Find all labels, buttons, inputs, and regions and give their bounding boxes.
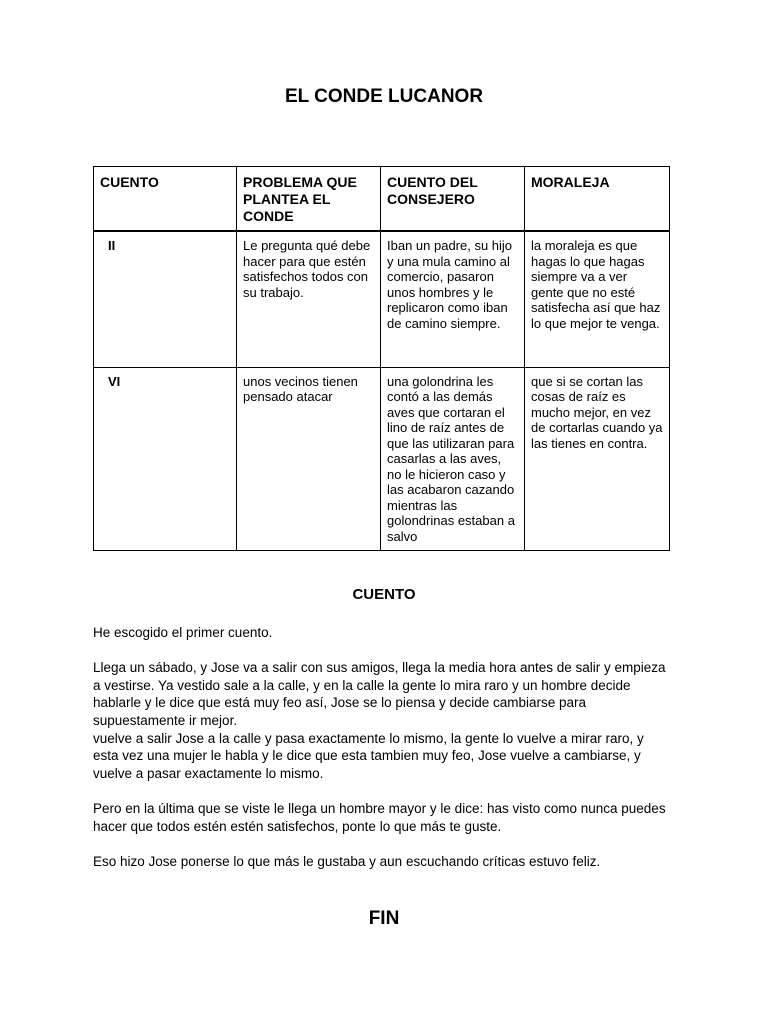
header-cuento: CUENTO [94,167,237,232]
end-marker: FIN [368,908,400,929]
section-heading: CUENTO [352,586,416,603]
cell-cuento: VI [94,367,237,550]
story-paragraph [93,659,673,782]
cell-consejero: Iban un padre, su hijo y una mula camino al comercio, pasaron unos hombres y le replicaron como iban de camino siempre. [381,231,525,367]
header-consejero: CUENTO DEL CONSEJERO [381,167,525,232]
table-row [94,231,670,367]
header-problema: PROBLEMA QUE PLANTEA EL CONDE [237,167,381,232]
cell-moraleja: la moraleja es que hagas lo que hagas siempre va a ver gente que no esté satisfecha así que haz lo que mejor te venga. [525,231,670,367]
cell-problema: Le pregunta qué debe hacer para que estén satisfechos todos con su trabajo. [237,231,381,367]
page-title: EL CONDE LUCANOR [284,86,484,107]
cell-consejero: una golondrina les contó a las demás aves que cortaran el lino de raíz antes de que las utilizaran para casarlas a las aves, no le hicieron caso y las acabaron cazando mientras las golondrinas estaban a salvo [381,367,525,550]
story-paragraph: Pero en la última que se viste le llega un hombre mayor y le dice: has visto como nunca puedes hacer que todos estén estén satisfechos, ponte lo que más te guste. [93,800,666,834]
cell-cuento: II [94,231,237,367]
table-header-row [94,167,670,232]
cell-moraleja: que si se cortan las cosas de raíz es mucho mejor, en vez de cortarlas cuando ya las tienes en contra. [525,367,670,550]
story-paragraph: He escogido el primer cuento. [93,625,273,640]
story-paragraph-part: vuelve a salir Jose a la calle y pasa exactamente lo mismo, la gente lo vuelve a mirar raro, y esta vez una mujer le habla y le dice que esta tambien muy feo, Jose vuelve a cambiarse, y vuelve a pasar exactamente lo mismo. [93,730,644,781]
summary-table [93,166,670,551]
story-body [93,624,673,888]
table-row [94,367,670,550]
summary-table-container [93,166,669,551]
story-paragraph-part: Llega un sábado, y Jose va a salir con sus amigos, llega la media hora antes de salir y empieza a vestirse. Ya vestido sale a la calle, y en la calle la gente lo mira raro y un hombre decide hablarle y le dice que está muy feo así, Jose se lo piensa y decide cambiarse para supuestamente ir mejor. [93,660,666,728]
header-moraleja: MORALEJA [525,167,670,232]
cell-problema: unos vecinos tienen pensado atacar [237,367,381,550]
story-paragraph: Eso hizo Jose ponerse lo que más le gustaba y aun escuchando críticas estuvo feliz. [93,853,601,869]
